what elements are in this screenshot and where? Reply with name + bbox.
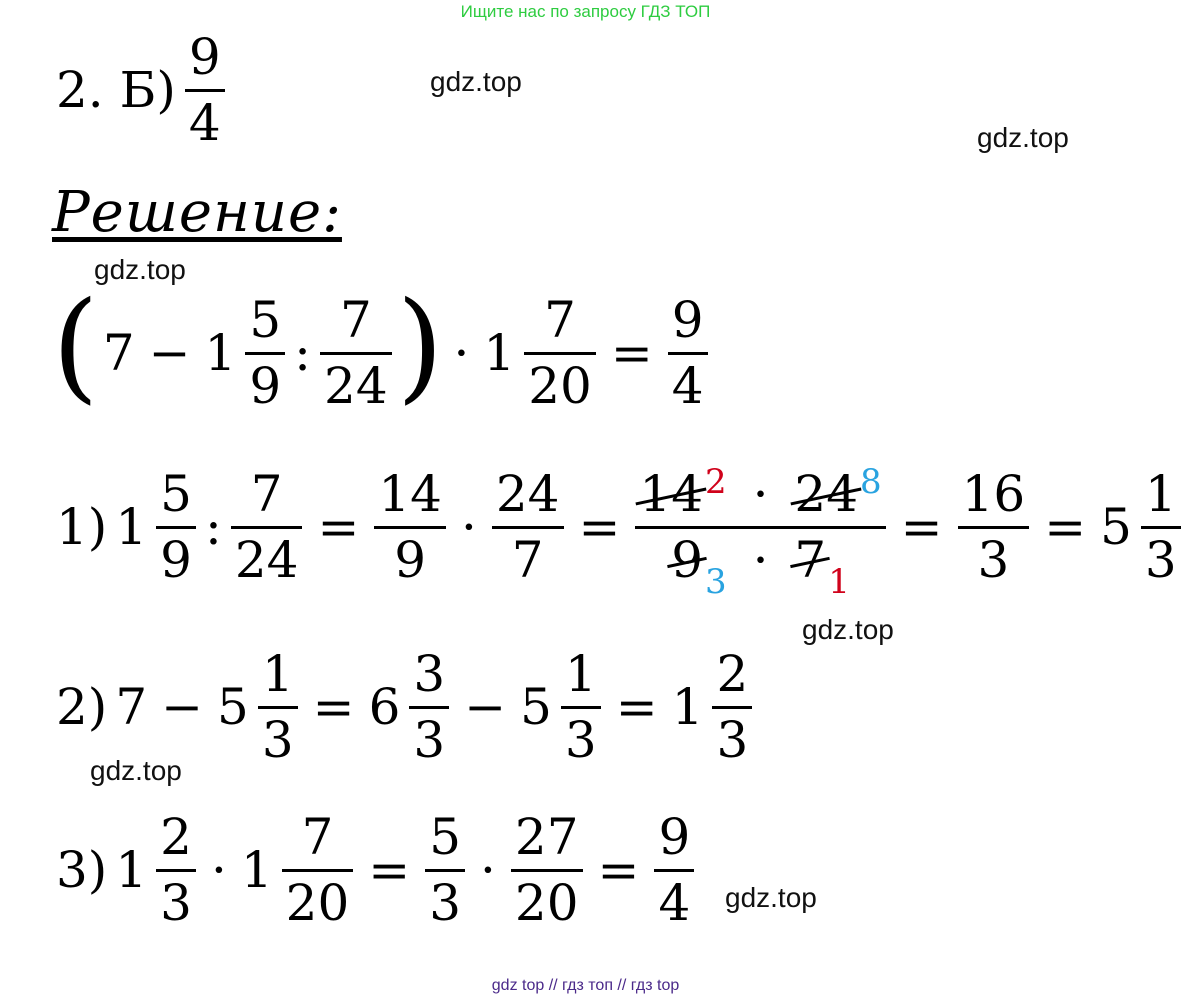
numerator: 14 — [378, 464, 442, 523]
numerator: 1 — [261, 644, 294, 703]
whole-part: 1 — [671, 678, 704, 736]
step-label: 1) — [56, 498, 108, 556]
fraction — [958, 464, 1030, 589]
numerator: 7 — [544, 290, 576, 349]
solution-heading: Решение: — [52, 180, 342, 245]
whole-part: 1 — [240, 841, 273, 899]
whole-part: 5 — [1100, 498, 1132, 556]
denominator: 4 — [658, 873, 691, 932]
numerator: 5 — [160, 464, 192, 523]
fraction — [156, 807, 196, 932]
fraction — [425, 807, 465, 932]
numerator: 16 — [961, 464, 1026, 523]
step-1 — [52, 461, 1186, 602]
numerator: 9 — [658, 807, 691, 866]
equals-sign: = — [368, 841, 411, 899]
answer-fraction — [185, 27, 225, 152]
divide-sign: : — [204, 498, 222, 556]
cancelled-number: 7 — [794, 530, 827, 589]
numerator: 27 — [514, 807, 579, 866]
reduced-number: 3 — [705, 561, 727, 602]
numerator: 7 — [339, 290, 372, 349]
right-paren: ) — [396, 277, 444, 416]
denominator: 3 — [261, 710, 294, 769]
numerator: 7 — [250, 464, 283, 523]
numerator: 5 — [429, 807, 462, 866]
equals-sign: = — [610, 324, 653, 382]
watermark: gdz.top — [802, 614, 894, 645]
whole-part: 5 — [520, 678, 552, 736]
whole-part: 1 — [115, 498, 148, 556]
whole-part: 1 — [115, 841, 148, 899]
equals-sign: = — [578, 498, 621, 556]
multiply-sign: · — [480, 841, 496, 899]
reduced-number: 8 — [860, 461, 882, 502]
denominator: 20 — [285, 873, 350, 932]
denominator: 9 — [249, 356, 282, 415]
fraction — [245, 290, 285, 415]
fraction — [492, 464, 564, 589]
numerator: 1 — [1144, 464, 1177, 523]
numerator: 24 — [495, 464, 560, 523]
denominator: 4 — [671, 356, 704, 415]
fraction — [668, 290, 708, 415]
minus-sign: − — [464, 678, 507, 736]
numerator: 3 — [413, 644, 446, 703]
reduced-number: 2 — [705, 461, 727, 502]
cancelled-number: 9 — [671, 530, 704, 589]
fraction — [374, 464, 446, 589]
watermark: gdz.top — [94, 254, 186, 285]
denominator: 20 — [514, 873, 579, 932]
multiply-sign: · — [752, 530, 769, 589]
term: 7 — [102, 324, 135, 382]
equals-sign: = — [312, 678, 355, 736]
whole-part: 6 — [368, 678, 401, 736]
watermark: gdz.top — [430, 66, 522, 97]
multiply-sign: · — [460, 498, 477, 556]
equals-sign: = — [900, 498, 943, 556]
step-3 — [52, 805, 699, 935]
denominator: 9 — [394, 530, 427, 589]
answer-label: 2. Б) — [56, 61, 176, 119]
step-label: 3) — [56, 841, 108, 899]
cancelled-number: 14 — [639, 464, 704, 523]
watermark: gdz.top — [977, 122, 1069, 153]
fraction — [320, 290, 392, 415]
numerator: 9 — [671, 290, 704, 349]
denominator: 3 — [977, 530, 1010, 589]
numerator: 2 — [716, 644, 749, 703]
main-expression — [52, 277, 713, 418]
left-paren: ( — [52, 277, 99, 416]
watermark: gdz.top — [90, 755, 182, 786]
minus-sign: − — [161, 678, 204, 736]
fraction — [1141, 464, 1181, 589]
multiply-sign: · — [453, 324, 470, 382]
cancellation-fraction — [635, 461, 885, 602]
whole-part: 5 — [217, 678, 249, 736]
multiply-sign: · — [752, 464, 769, 523]
multiply-sign: · — [210, 841, 227, 899]
denominator: 4 — [188, 93, 221, 152]
fraction — [231, 464, 303, 589]
term: 7 — [115, 678, 148, 736]
minus-sign: − — [148, 324, 191, 382]
equals-sign: = — [317, 498, 360, 556]
numerator: 7 — [301, 807, 334, 866]
numerator — [635, 461, 885, 523]
denominator: 3 — [160, 873, 192, 932]
denominator: 3 — [564, 710, 597, 769]
top-banner: Ищите нас по запросу ГДЗ ТОП — [460, 2, 711, 21]
denominator: 3 — [413, 710, 446, 769]
denominator: 20 — [528, 356, 592, 415]
whole-part: 1 — [204, 324, 237, 382]
step-2 — [52, 642, 757, 772]
numerator: 2 — [160, 807, 192, 866]
fraction — [524, 290, 596, 415]
fraction — [561, 644, 601, 769]
fraction — [156, 464, 196, 589]
fraction — [511, 807, 583, 932]
answer-line — [52, 20, 230, 160]
whole-part: 1 — [483, 324, 516, 382]
denominator: 24 — [234, 530, 299, 589]
footer-links: gdz top // гдз топ // гдз top — [491, 977, 680, 994]
equals-sign: = — [1044, 498, 1087, 556]
denominator — [667, 530, 854, 602]
numerator: 9 — [188, 27, 221, 86]
denominator: 7 — [511, 530, 544, 589]
fraction — [258, 644, 298, 769]
fraction — [282, 807, 354, 932]
fraction-bar — [185, 89, 225, 92]
equals-sign: = — [615, 678, 658, 736]
fraction — [654, 807, 694, 932]
cancelled-number: 24 — [794, 464, 859, 523]
denominator: 3 — [429, 873, 462, 932]
fraction — [712, 644, 752, 769]
equals-sign: = — [597, 841, 640, 899]
fraction — [409, 644, 449, 769]
denominator: 9 — [160, 530, 192, 589]
numerator: 5 — [249, 290, 282, 349]
denominator: 3 — [1144, 530, 1177, 589]
denominator: 24 — [324, 356, 388, 415]
step-label: 2) — [56, 678, 108, 736]
divide-sign: : — [294, 324, 312, 382]
numerator: 1 — [564, 644, 597, 703]
watermark: gdz.top — [725, 882, 817, 913]
reduced-number: 1 — [828, 561, 850, 602]
denominator: 3 — [716, 710, 749, 769]
